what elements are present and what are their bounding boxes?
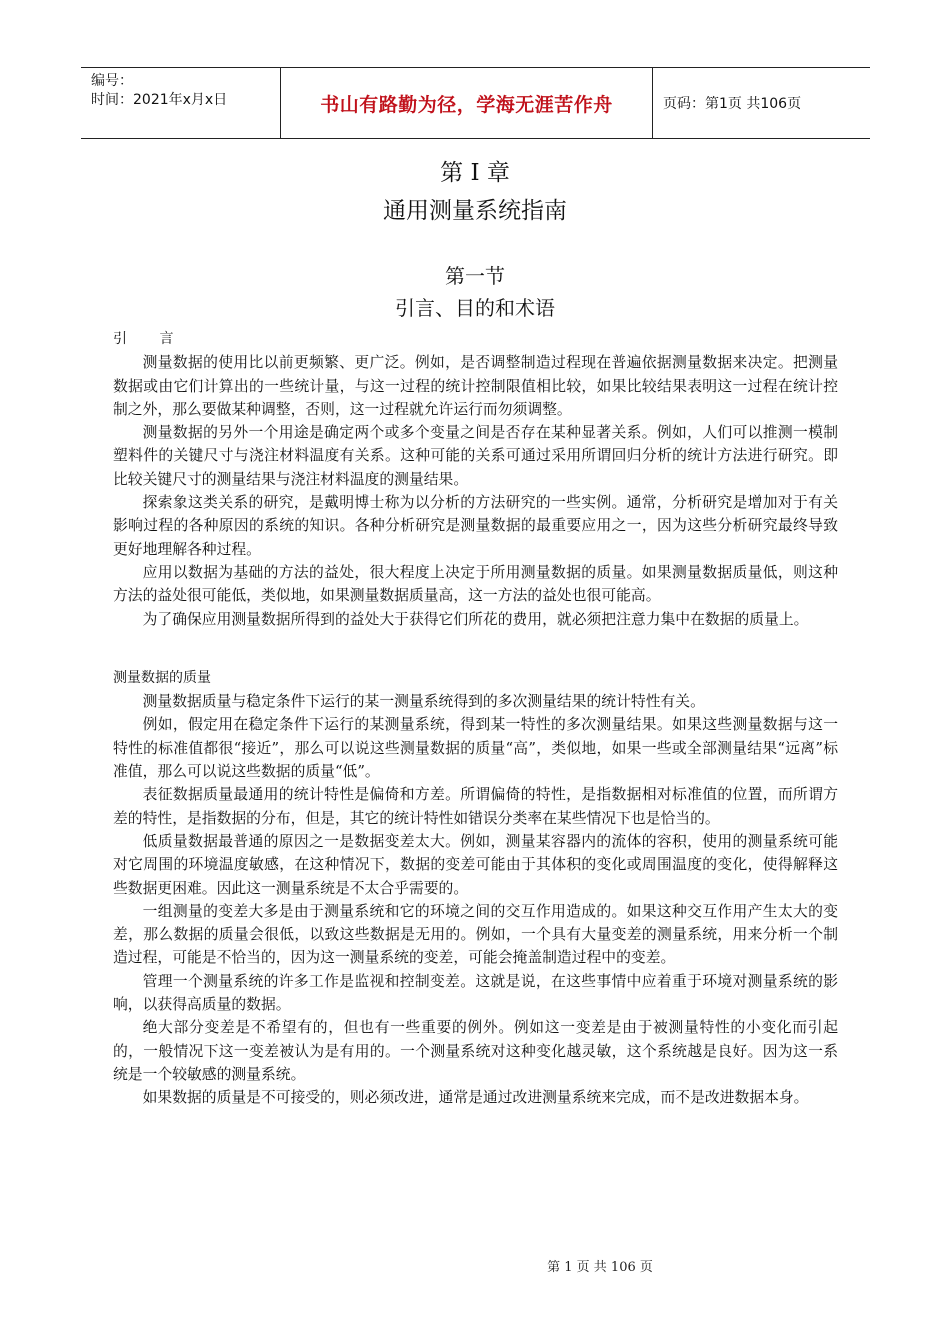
paragraph: 例如，假定用在稳定条件下运行的某测量系统，得到某一特性的多次测量结果。如果这些测量数据与这一特性的标准值都很“接近”，那么可以说这些测量数据的质量“高”，类似地，如果一些或全部测量结果“远离”标准值，那么可以说这些数据的质量“低”。 <box>113 716 838 781</box>
paragraph: 应用以数据为基础的方法的益处，很大程度上决定于所用测量数据的质量。如果测量数据质量低，则这种方法的益处很可能低，类似地，如果测量数据质量高，这一方法的益处也很可能高。 <box>113 563 838 605</box>
header-meta <box>81 68 281 138</box>
header-table <box>81 67 870 139</box>
paragraph: 绝大部分变差是不希望有的，但也有一些重要的例外。例如这一变差是由于被测量特性的小变化而引起的，一般情况下这一变差被认为是有用的。一个测量系统对这种变化越灵敏，这个系统越是良好。因为这一系统是一个较敏感的测量系统。 <box>113 1019 838 1083</box>
paragraph: 如果数据的质量是不可接受的，则必须改进，通常是通过改进测量系统来完成，而不是改进数据本身。 <box>142 1089 809 1107</box>
code-label: 编号： <box>91 73 133 89</box>
paragraph: 为了确保应用测量数据所得到的益处大于获得它们所花的费用，就必须把注意力集中在数据的质量上。 <box>142 610 809 628</box>
paragraph: 探索象这类关系的研究，是戴明博士称为以分析的方法研究的一些实例。通常，分析研究是增加对于有关影响过程的各种原因的系统的知识。各种分析研究是测量数据的最重要应用之一，因为这些分析研究最终导致更好地理解各种过程。 <box>113 494 838 558</box>
page-footer: 第 1 页 共 106 页 <box>547 1260 653 1275</box>
section-number: 第一节 <box>445 264 505 288</box>
paragraph: 测量数据质量与稳定条件下运行的某一测量系统得到的多次测量结果的统计特性有关。 <box>142 693 705 711</box>
paragraph: 管理一个测量系统的许多工作是监视和控制变差。这就是说，在这些事情中应着重于环境对测量系统的影响，以获得高质量的数据。 <box>113 972 838 1014</box>
paragraph: 测量数据的使用比以前更频繁、更广泛。例如，是否调整制造过程现在普遍依据测量数据来决定。把测量数据或由它们计算出的一些统计量，与这一过程的统计控制限值相比较，如果比较结果表明这一过程在统计控制之外，那么要做某种调整，否则，这一过程就允许运行而勿须调整。 <box>113 354 838 418</box>
chapter-number: 第 I 章 <box>440 160 510 186</box>
header-motto: 书山有路勤为径，学海无涯苦作舟 <box>281 68 653 138</box>
header-page-info: 页码：第1页 共106页 <box>663 96 802 112</box>
paragraph: 表征数据质量最通用的统计特性是偏倚和方差。所谓偏倚的特性，是指数据相对标准值的位置，而所谓方差的特性，是指数据的分布，但是，其它的统计特性如错误分类率在某些情况下也是恰当的。 <box>113 786 838 827</box>
paragraph: 测量数据的另外一个用途是确定两个或多个变量之间是否存在某种显著关系。例如，人们可以推测一模制塑料件的关键尺寸与浇注材料温度有关系。这种可能的关系可通过采用所谓回归分析的统计方法进行研究。即比较关键尺寸的测量结果与浇注材料温度的测量结果。 <box>113 424 838 488</box>
paragraph: 低质量数据最普通的原因之一是数据变差太大。例如，测量某容器内的流体的容积，使用的测量系统可能对它周围的环境温度敏感，在这种情况下，数据的变差可能由于其体积的变化或周围温度的变化，使得解释这些数据更困难。因此这一测量系统是不太合乎需要的。 <box>113 832 838 897</box>
paragraph: 一组测量的变差大多是由于测量系统和它的环境之间的交互作用造成的。如果这种交互作用产生太大的变差，那么数据的质量会很低，以致这些数据是无用的。例如，一个具有大量变差的测量系统，用来分析一个制造过程，可能是不恰当的，因为这一测量系统的变差，可能会掩盖制造过程中的变差。 <box>113 902 838 967</box>
body-text <box>113 328 838 1110</box>
intro-heading: 引 言 <box>113 331 188 347</box>
time-label: 时间：2021年x月x日 <box>91 92 228 108</box>
chapter-title: 通用测量系统指南 <box>383 198 567 224</box>
quality-heading: 测量数据的质量 <box>113 669 211 686</box>
section-title: 引言、目的和术语 <box>395 296 555 320</box>
